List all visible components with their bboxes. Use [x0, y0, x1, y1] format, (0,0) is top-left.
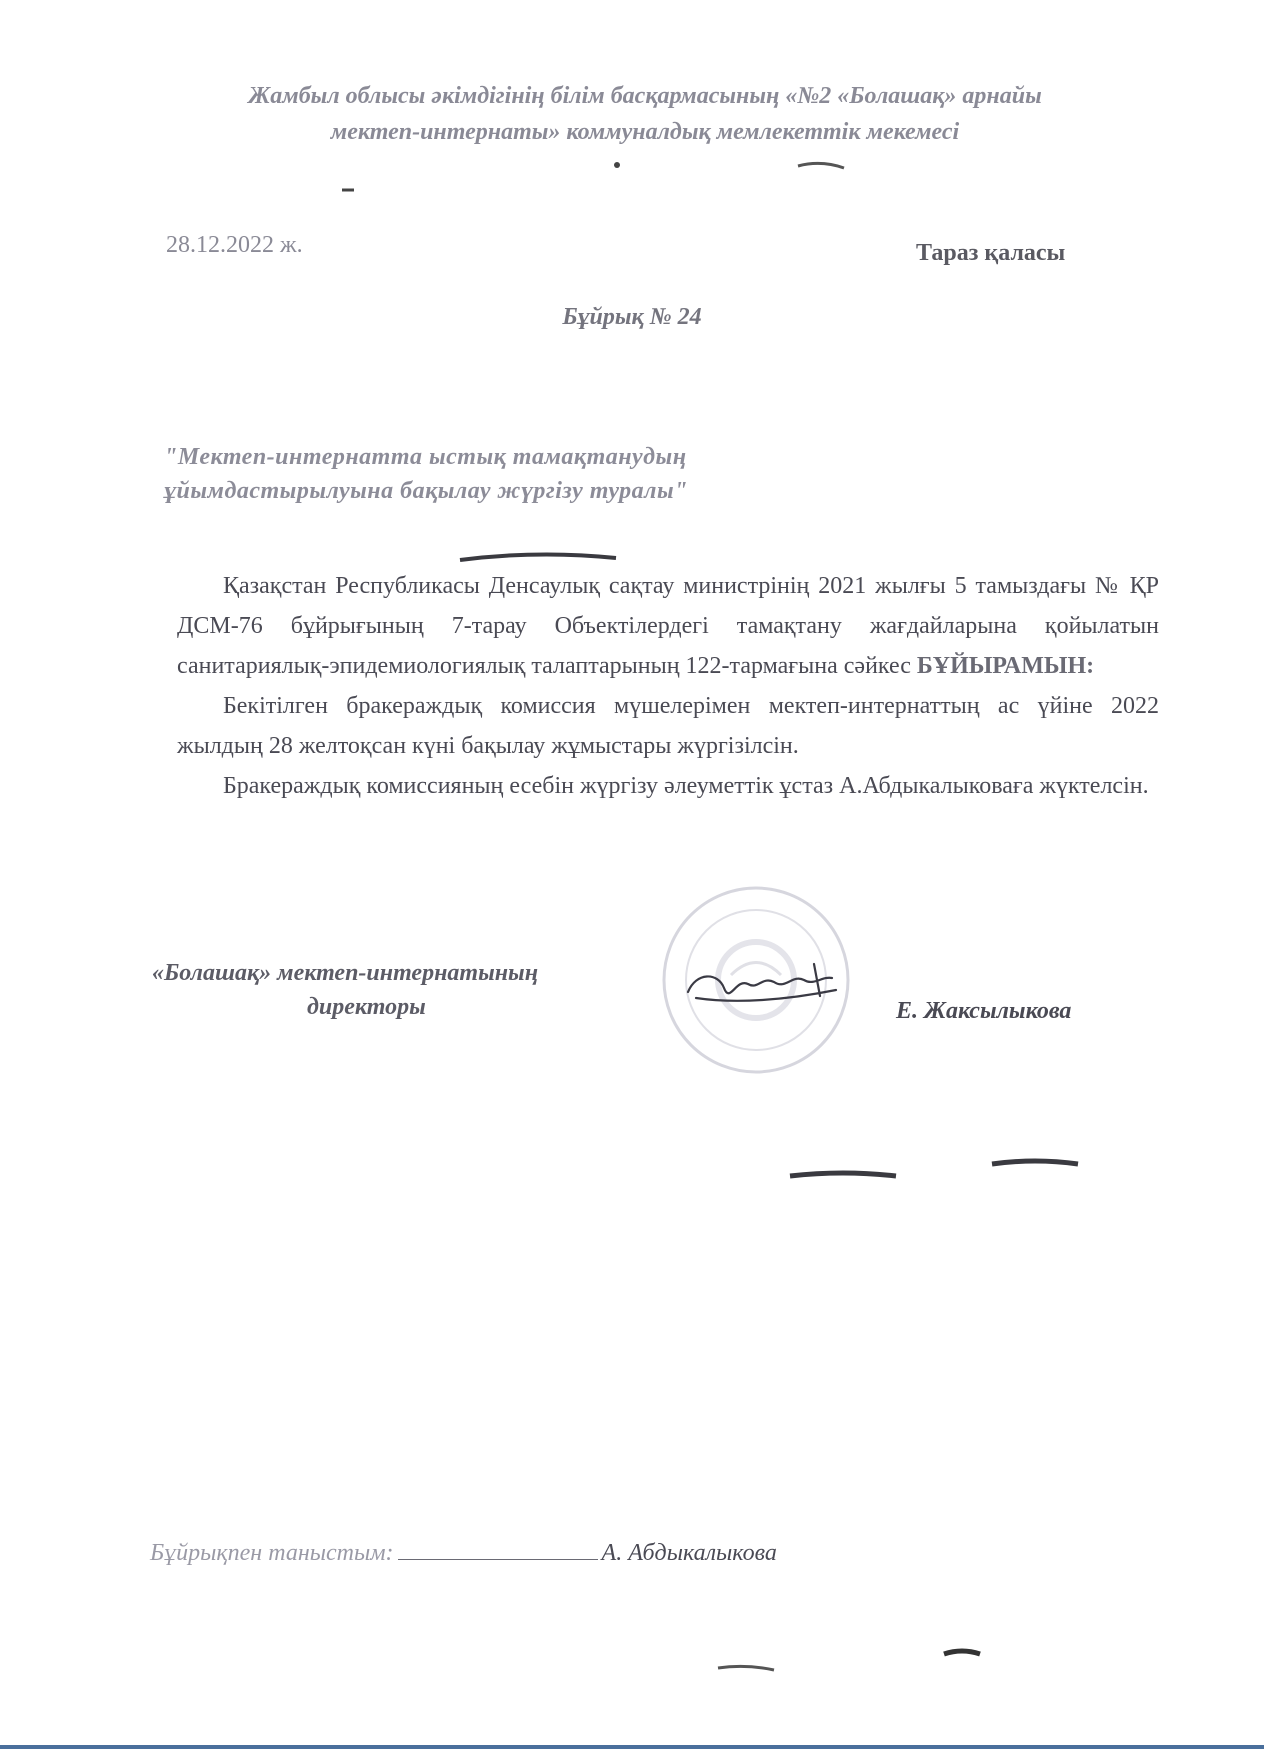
- order-number: Бұйрық № 24: [562, 304, 702, 330]
- subject-line-1: "Мектеп-интернатта ыстық тамақтанудың: [164, 444, 687, 470]
- acknowledgement-signature-blank: [398, 1537, 598, 1560]
- scan-smudge: [458, 552, 618, 564]
- order-date: 28.12.2022 ж.: [166, 232, 303, 258]
- acknowledgement-name: А. Абдыкалыкова: [601, 1540, 777, 1566]
- scan-smudge: [990, 1158, 1080, 1170]
- header-line-1: Жамбыл облысы әкімдігінің білім басқармасының «№2 «Болашақ» арнайы: [248, 83, 1042, 109]
- official-stamp: [636, 880, 876, 1080]
- command-word: БҰЙЫРАМЫН:: [916, 653, 1095, 679]
- acknowledgement-line: [150, 1537, 777, 1567]
- body-paragraph-1: [177, 566, 1159, 686]
- scan-dot: [340, 186, 356, 194]
- scan-dot: [612, 160, 622, 170]
- city-name: Тараз қаласы: [916, 240, 1066, 266]
- scan-smudge: [942, 1648, 982, 1660]
- scan-smudge: [788, 1170, 898, 1182]
- header-line-2: мектеп-интернаты» коммуналдық мемлекеттік мекемесі: [330, 119, 960, 145]
- scan-smudge: [716, 1662, 776, 1674]
- scan-edge-line: [0, 1745, 1264, 1749]
- acknowledgement-label: Бұйрықпен таныстым:: [150, 1540, 394, 1566]
- order-subject: [164, 440, 864, 508]
- signatory-title: [152, 956, 652, 1024]
- body-paragraph-3: Бракераждық комиссияның есебін жүргізу әлеуметтік ұстаз А.Абдыкалыковаға жүктелсін.: [223, 773, 1149, 799]
- scan-smudge: [796, 160, 846, 172]
- signatory-title-line-1: «Болашақ» мектеп-интернатының: [152, 960, 539, 986]
- handwritten-signature: [688, 964, 836, 1001]
- organization-header: [140, 78, 1150, 150]
- order-body: [177, 566, 1159, 806]
- paragraph-1-text: Қазақстан Республикасы Денсаулық сақтау министрінің 2021 жылғы 5 тамыздағы № ҚР ДСМ-76 бұйрығының 7-тарау Объектілердегі тамақтану жағдайларына қойылатын санитариялық-эпидемиологиялық талаптарының 122-тармағына сәйкес: [177, 573, 1159, 679]
- subject-line-2: ұйымдастырылуына бақылау жүргізу туралы": [164, 478, 688, 504]
- body-paragraph-2: Бекітілген бракераждық комиссия мүшелерімен мектеп-интернаттың ас үйіне 2022 жылдың 28 желтоқсан күні бақылау жұмыстары жүргізілсін.: [177, 693, 1159, 759]
- signatory-name: Е. Жаксылыкова: [896, 998, 1072, 1024]
- signatory-title-line-2: директоры: [307, 994, 426, 1020]
